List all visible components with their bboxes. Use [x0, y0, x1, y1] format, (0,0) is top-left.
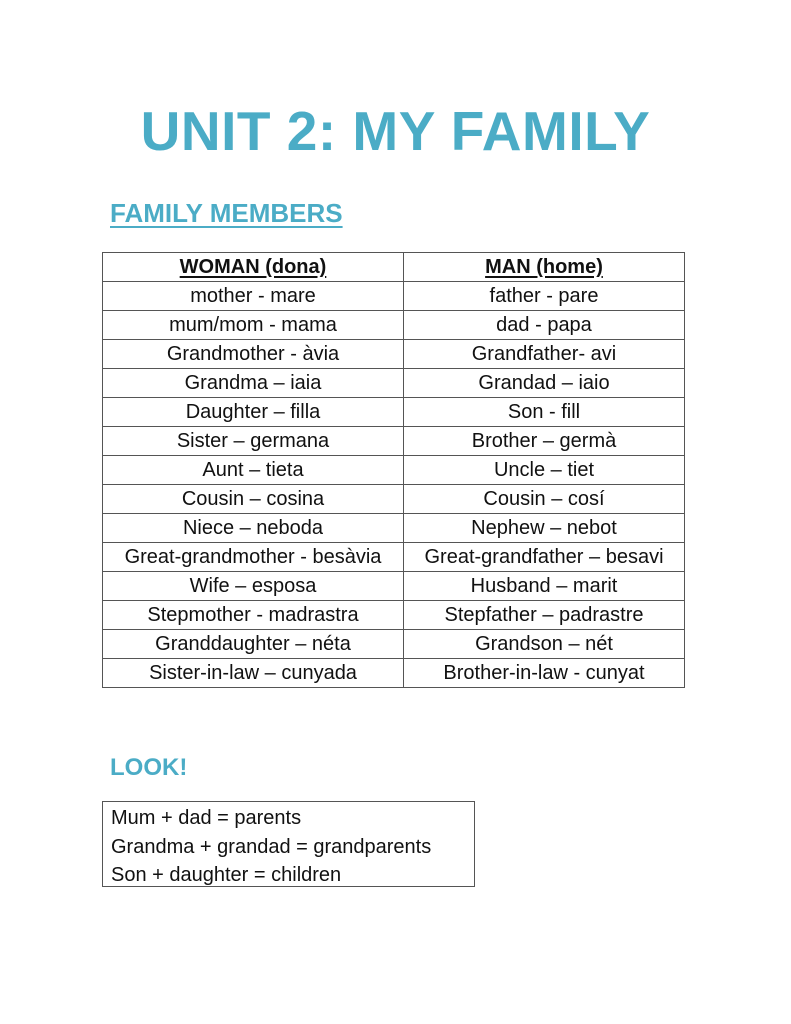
- man-cell: Brother – germà: [404, 427, 685, 456]
- man-cell: dad - papa: [404, 311, 685, 340]
- look-line: Mum + dad = parents: [111, 807, 302, 829]
- column-header-woman: WOMAN (dona): [103, 253, 404, 282]
- table-row: [103, 340, 685, 369]
- woman-cell: Granddaughter – néta: [103, 630, 404, 659]
- woman-cell: Wife – esposa: [103, 572, 404, 601]
- column-header-man: MAN (home): [404, 253, 685, 282]
- man-cell: Nephew – nebot: [404, 514, 685, 543]
- page-title: UNIT 2: MY FAMILY: [140, 100, 651, 162]
- man-cell: Son - fill: [404, 398, 685, 427]
- man-cell: Husband – marit: [404, 572, 685, 601]
- woman-cell: mum/mom - mama: [103, 311, 404, 340]
- man-cell: father - pare: [404, 282, 685, 311]
- family-members-heading: FAMILY MEMBERS: [110, 198, 343, 228]
- table-header-row: [103, 253, 685, 282]
- look-box: [102, 801, 475, 887]
- table-row: [103, 514, 685, 543]
- woman-cell: Niece – neboda: [103, 514, 404, 543]
- table-row: [103, 398, 685, 427]
- man-cell: Grandad – iaio: [404, 369, 685, 398]
- man-cell: Brother-in-law - cunyat: [404, 659, 685, 688]
- man-cell: Grandson – nét: [404, 630, 685, 659]
- look-line: Son + daughter = children: [111, 864, 342, 886]
- table-row: [103, 456, 685, 485]
- table-row: [103, 282, 685, 311]
- man-cell: Uncle – tiet: [404, 456, 685, 485]
- woman-cell: Cousin – cosina: [103, 485, 404, 514]
- woman-cell: Sister – germana: [103, 427, 404, 456]
- table-row: [103, 601, 685, 630]
- woman-cell: Sister-in-law – cunyada: [103, 659, 404, 688]
- woman-cell: Grandma – iaia: [103, 369, 404, 398]
- table-row: [103, 572, 685, 601]
- woman-cell: Great-grandmother - besàvia: [103, 543, 404, 572]
- man-cell: Cousin – cosí: [404, 485, 685, 514]
- woman-cell: Stepmother - madrastra: [103, 601, 404, 630]
- man-cell: Grandfather- avi: [404, 340, 685, 369]
- family-members-table: [102, 252, 685, 688]
- table-row: [103, 659, 685, 688]
- man-cell: Great-grandfather – besavi: [404, 543, 685, 572]
- table-row: [103, 311, 685, 340]
- table-row: [103, 543, 685, 572]
- man-cell: Stepfather – padrastre: [404, 601, 685, 630]
- woman-cell: Grandmother - àvia: [103, 340, 404, 369]
- woman-cell: Aunt – tieta: [103, 456, 404, 485]
- woman-cell: Daughter – filla: [103, 398, 404, 427]
- table-row: [103, 369, 685, 398]
- table-row: [103, 630, 685, 659]
- table-row: [103, 485, 685, 514]
- table-row: [103, 427, 685, 456]
- look-line: Grandma + grandad = grandparents: [111, 835, 432, 858]
- look-heading: LOOK!: [110, 754, 188, 781]
- woman-cell: mother - mare: [103, 282, 404, 311]
